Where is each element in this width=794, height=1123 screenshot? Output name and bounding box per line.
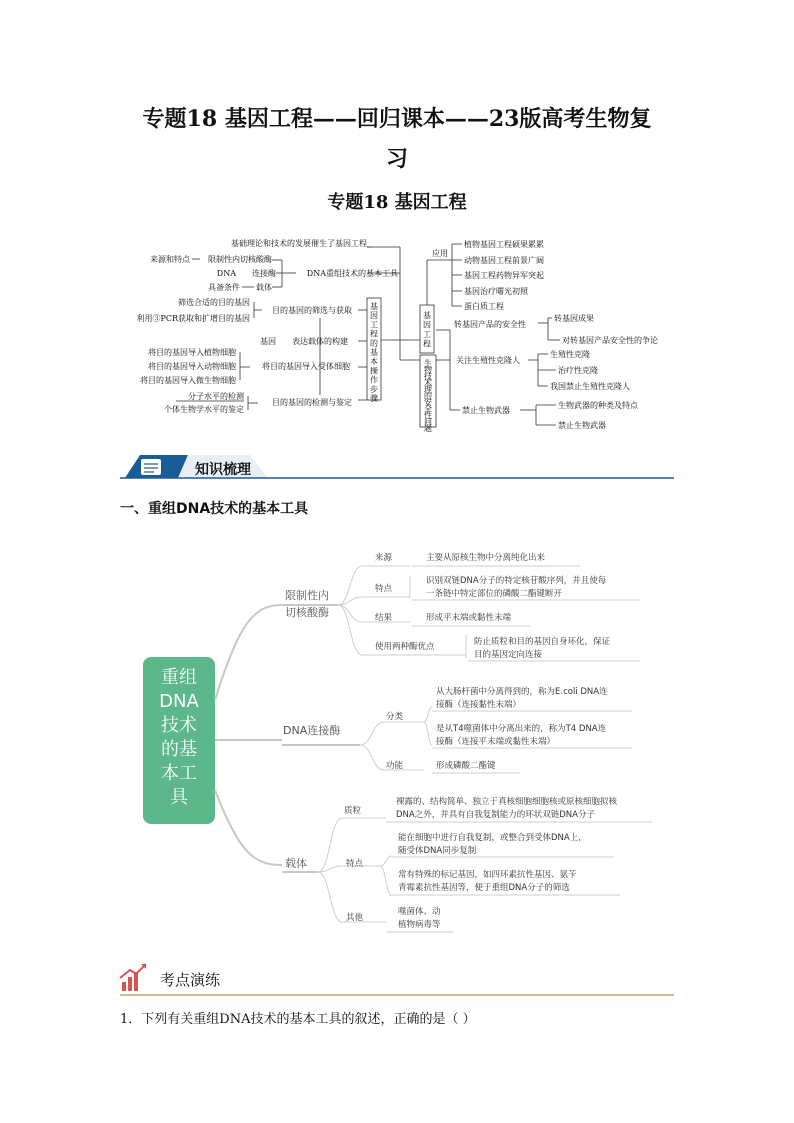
tool-dna: DNA: [216, 269, 236, 278]
enzyme-dual-0: 防止质粒和目的基因自身环化，保证: [474, 637, 611, 647]
question-1: 1．下列有关重组DNA技术的基本工具的叙述，正确的是（ ）: [120, 1012, 476, 1027]
safety-column-char: 全: [424, 404, 432, 414]
doc-subtitle: 专题18 基因工程: [327, 192, 467, 213]
root-column-char: 工: [423, 330, 431, 339]
vector-plasmid-label: 质粒: [344, 806, 362, 816]
doc-title-line2: 习: [385, 146, 408, 172]
safety-column-char: 物: [424, 365, 432, 375]
ligase-class1-0: 从大肠杆菌中分离得到的，称为E.coli DNA连: [436, 687, 608, 697]
transfer-item-0: 将目的基因导入植物细胞: [148, 348, 236, 357]
center-column-char: 因: [370, 311, 378, 321]
mindmap-root-line: 的基: [161, 739, 197, 760]
app-item-3: 基因治疗曙光初照: [464, 287, 528, 296]
tool-vector: 载体: [256, 283, 272, 292]
vector-feature1-0: 能在细胞中进行自我复制，或整合到受体DNA上，: [398, 833, 587, 843]
ligase-func-text: 形成磷酸二酯键: [436, 761, 496, 771]
app-item-2: 基因工程药物异军突起: [464, 271, 544, 280]
practice-label: 考点演练: [160, 971, 221, 989]
vector-other-0: 噬菌体、动: [398, 907, 441, 917]
root-column-char: 基: [423, 311, 431, 320]
center-column-char: 的: [370, 338, 378, 348]
left-item-4: 将目的基因导入受体细胞: [262, 362, 350, 371]
center-column-char: 工: [370, 320, 378, 330]
safety-column-char: 安: [424, 398, 432, 407]
tool-restriction: 限制性内切核酸酶: [208, 255, 272, 264]
ligase-class2-1: 接酶（连接平末端或黏性末端）: [436, 737, 556, 747]
left-item-3: 表达载体的构建: [292, 337, 348, 346]
gene-label: 基因: [260, 337, 276, 346]
chart-growth-icon: [120, 964, 146, 991]
screen-item-1: 利用③PCR获取和扩增目的基因: [136, 314, 250, 323]
vector-label: 载体: [285, 857, 307, 870]
center-column-char: 骤: [370, 394, 378, 403]
app-label: 应用: [432, 249, 448, 258]
transfer-item-1: 将目的基因导入动物细胞: [148, 362, 236, 371]
left-item-2: 目的基因的筛选与获取: [272, 306, 352, 315]
detect-item-1: 个体生物学水平的鉴定: [164, 405, 244, 414]
left-item-1: DNA重组技术的基本工具: [306, 269, 398, 278]
safety-column-char: 性: [424, 411, 432, 420]
center-column-char: 操: [370, 366, 378, 376]
clone-item-2: 我国禁止生殖性克隆人: [550, 382, 630, 391]
vector-feature1-1: 随受体DNA同步复制: [398, 846, 477, 856]
gm-item-0: 转基因成果: [554, 314, 594, 323]
tool-source: 来源和特点: [150, 255, 190, 264]
mindmap-root-line: 重组: [161, 667, 197, 688]
detect-item-0: 分子水平的检测: [188, 392, 244, 401]
enzyme-source-text: 主要从原核生物中分离纯化出来: [426, 553, 546, 563]
enzyme-label-0: 限制性内: [285, 589, 329, 602]
gm-item-1: 对转基因产品安全性的争论: [562, 336, 658, 345]
mindmap-root-line: 本工: [161, 763, 197, 784]
enzyme-feature-label: 特点: [375, 584, 393, 594]
tool-conditions: 具备条件: [208, 283, 240, 292]
safety-item-0: 转基因产品的安全性: [454, 320, 526, 329]
vector-other-1: 植物病毒等: [398, 920, 441, 930]
safety-column-char: 技: [424, 372, 432, 381]
center-column-char: 本: [370, 357, 378, 367]
safety-column-char: 问: [424, 417, 432, 427]
tool-ligase: 连接酶: [252, 269, 276, 278]
enzyme-dual-label: 使用两种酶优点: [375, 642, 435, 652]
safety-column-char: 生: [424, 359, 432, 368]
vector-plasmid-0: 裸露的、结构简单、独立于真核细胞细胞核或原核细胞拟核: [396, 797, 618, 807]
clone-item-1: 治疗性克隆: [558, 366, 598, 375]
weapon-item-1: 禁止生物武器: [558, 421, 606, 430]
safety-column-char: 题: [424, 424, 432, 433]
safety-column-char: 术: [424, 378, 432, 388]
safety-column-char: 的: [424, 391, 432, 401]
vector-feature2-0: 常有特殊的标记基因，如四环素抗性基因、氨苄: [398, 870, 577, 880]
doc-title-line1: 专题18 基因工程——回归课本——23版高考生物复: [142, 106, 652, 132]
root-column-char: 程: [423, 339, 431, 349]
root-column-char: 因: [423, 320, 431, 330]
center-column-char: 程: [370, 329, 378, 339]
app-item-4: 蛋白质工程: [464, 302, 504, 311]
center-column-char: 基: [370, 302, 378, 311]
mindmap-root-line: 具: [170, 787, 188, 808]
screen-item-0: 筛选合适的目的基因: [178, 298, 250, 307]
safety-column-char: 理: [424, 385, 432, 394]
mindmap-root-line: 技术: [161, 715, 197, 736]
vector-other-label: 其他: [346, 913, 364, 923]
left-item-5: 目的基因的检测与鉴定: [272, 398, 352, 407]
center-column-char: 基: [370, 348, 378, 357]
ligase-func-label: 功能: [386, 761, 404, 771]
section-bar-label: 知识梳理: [195, 462, 251, 478]
vector-feature2-1: 青霉素抗性基因等，便于重组DNA分子的筛选: [398, 883, 570, 893]
enzyme-result-text: 形成平末端或黏性末端: [426, 613, 512, 623]
safety-item-2: 禁止生物武器: [462, 406, 510, 415]
ligase-class2-0: 是从T4噬菌体中分离出来的，称为T4 DNA连: [436, 724, 607, 734]
ligase-class-label: 分类: [386, 712, 404, 722]
mindmap-root-line: DNA: [159, 691, 199, 712]
ligase-class1-1: 接酶（连接黏性末端）: [436, 700, 522, 710]
vector-plasmid-1: DNA之外，并具有自我复制能力的环状双链DNA分子: [396, 810, 595, 820]
clone-item-0: 生殖性克隆: [550, 350, 590, 359]
weapon-item-0: 生物武器的种类及特点: [558, 401, 638, 410]
section1-heading: 一、重组DNA技术的基本工具: [120, 501, 309, 517]
enzyme-feature-0: 识别双链DNA分子的特定核苷酸序列，并且使每: [426, 576, 607, 586]
app-item-0: 植物基因工程硕果累累: [464, 240, 544, 249]
transfer-item-2: 将目的基因导入微生物细胞: [140, 376, 236, 385]
ligase-label: DNA连接酶: [283, 724, 341, 737]
enzyme-dual-1: 目的基因定向连接: [474, 650, 543, 660]
vector-feature-label: 特点: [346, 859, 364, 869]
enzyme-feature-1: 一条链中特定部位的磷酸二酯键断开: [426, 589, 563, 599]
enzyme-result-label: 结果: [375, 613, 393, 623]
center-column-char: 步: [370, 384, 378, 394]
app-item-1: 动物基因工程前景广阔: [464, 256, 544, 265]
center-column-char: 作: [370, 375, 378, 385]
safety-item-1: 关注生殖性克隆人: [456, 356, 520, 365]
left-item-0: 基础理论和技术的发展催生了基因工程: [231, 239, 367, 248]
enzyme-label-1: 切核酸酶: [285, 606, 329, 619]
enzyme-source-label: 来源: [375, 553, 393, 563]
